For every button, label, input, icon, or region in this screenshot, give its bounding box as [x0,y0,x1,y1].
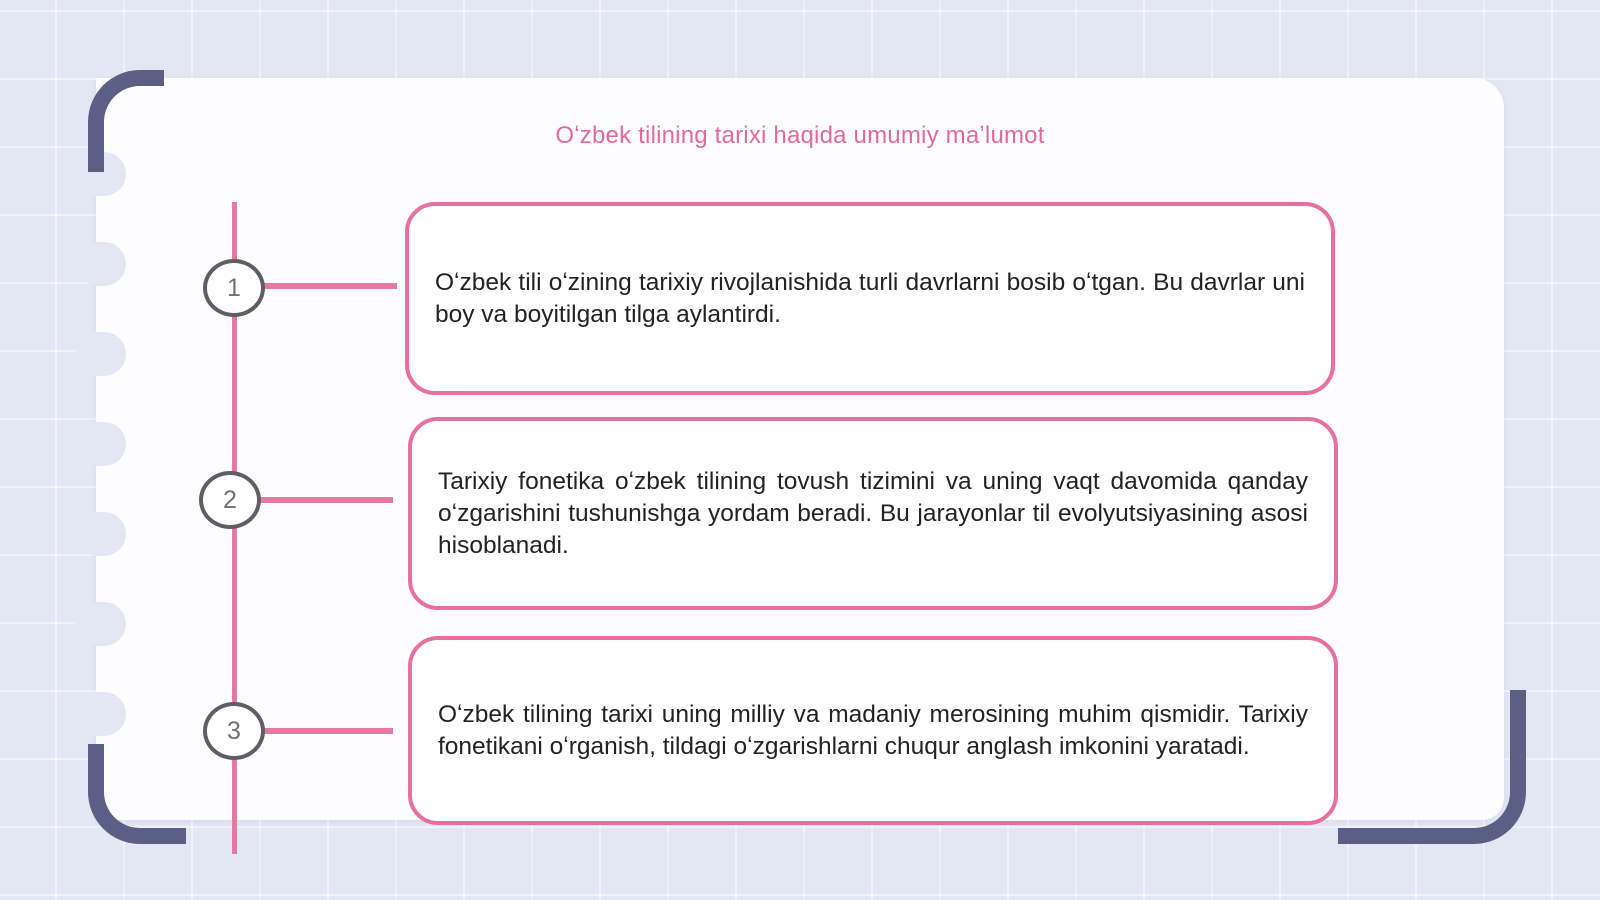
timeline-card-text: Oʻzbek tilining tarixi uning milliy va madaniy merosining muhim qismidir. Tarixiy fonetikani oʻrganish, tildagi oʻzgarishlarni chuqur anglash imkonini yaratadi. [438,700,1308,760]
timeline-card-text: Oʻzbek tili oʻzining tarixiy rivojlanishida turli davrlarni bosib oʻtgan. Bu davrlar uni boy va boyitilgan tilga aylantirdi. [435,268,1305,328]
timeline-card-text: Tarixiy fonetika oʻzbek tilining tovush tizimini va uning vaqt davomida qanday oʻzgarishini tushunishga yordam beradi. Bu jarayonlar til evolyutsiyasining asosi hisoblanadi. [438,467,1308,559]
paper-notch [76,242,126,286]
paper-notch [76,512,126,556]
timeline-card [408,417,1338,610]
paper-notch [76,422,126,466]
timeline-marker: 3 [203,702,265,760]
timeline-connector [262,283,397,289]
timeline-marker: 1 [203,259,265,317]
timeline-connector [262,728,393,734]
slide-title: Oʻzbek tilining tarixi haqida umumiy maʼlumot [555,122,1045,149]
corner-bracket-bottom-right [1338,690,1526,844]
timeline-card [405,202,1335,395]
corner-bracket-bottom-left [88,744,186,844]
paper-notch [76,332,126,376]
timeline-connector [259,497,393,503]
timeline-marker: 2 [199,471,261,529]
timeline-card [408,636,1338,825]
paper-notch [76,692,126,736]
paper-notch [76,602,126,646]
